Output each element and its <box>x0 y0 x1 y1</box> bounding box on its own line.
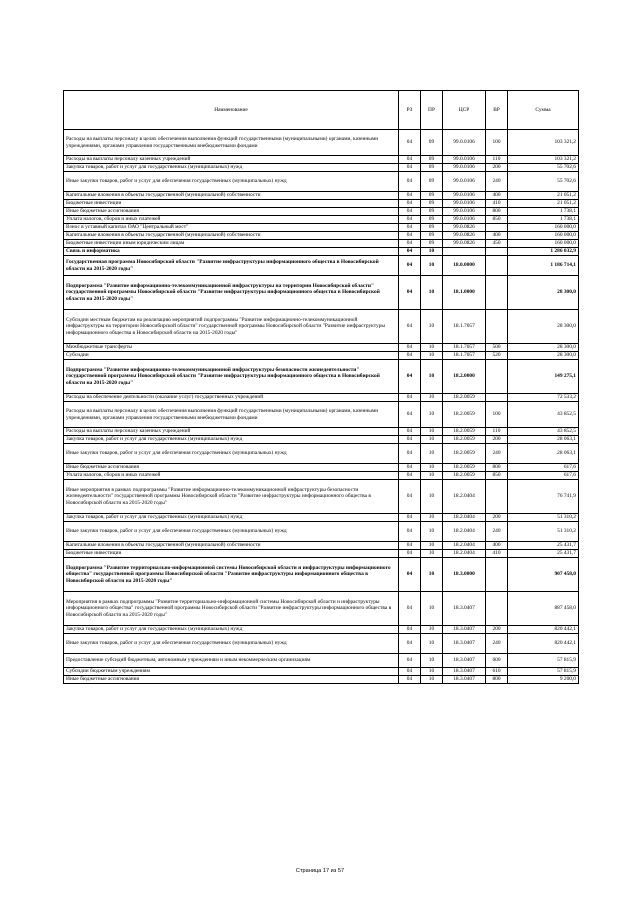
cell-rz: 04 <box>399 224 421 232</box>
cell-vr: 200 <box>486 436 508 444</box>
cell-pr: 10 <box>421 472 443 480</box>
cell-sum: 820 442,1 <box>508 634 579 654</box>
table-row <box>64 394 579 402</box>
cell-sum: 28 300,0 <box>508 310 579 344</box>
cell-pr: 10 <box>421 344 443 352</box>
cell-pr: 10 <box>421 480 443 514</box>
cell-vr: 400 <box>486 542 508 550</box>
cell-name: Иные закупки товаров, работ и услуг для обеспечения государственных (муниципальных) нужд <box>64 444 399 464</box>
cell-csr: 18.2.0404 <box>443 514 486 522</box>
cell-sum: 25 431,7 <box>508 542 579 550</box>
cell-rz: 04 <box>399 558 421 592</box>
cell-pr: 10 <box>421 394 443 402</box>
table-row <box>64 676 579 684</box>
cell-sum: 887 458,0 <box>508 592 579 626</box>
cell-name: Уплата налогов, сборов и иных платежей <box>64 472 399 480</box>
cell-vr <box>486 592 508 626</box>
cell-vr: 800 <box>486 208 508 216</box>
table-row <box>64 464 579 472</box>
cell-pr: 09 <box>421 156 443 164</box>
cell-name: Предоставление субсидий бюджетным, автономным учреждениям и иным некоммерческим организациям <box>64 654 399 668</box>
cell-sum: 907 458,0 <box>508 558 579 592</box>
cell-name: Субсидии бюджетным учреждениям <box>64 668 399 676</box>
cell-sum: 1 738,1 <box>508 216 579 224</box>
page-footer: Страница 17 из 57 <box>295 868 345 874</box>
cell-name: Иные закупки товаров, работ и услуг для обеспечения государственных (муниципальных) нужд <box>64 634 399 654</box>
cell-pr: 10 <box>421 256 443 276</box>
cell-pr: 10 <box>421 626 443 634</box>
cell-name: Иные бюджетные ассигнования <box>64 208 399 216</box>
cell-sum: 149 275,1 <box>508 360 579 394</box>
cell-rz: 04 <box>399 514 421 522</box>
cell-vr <box>486 276 508 310</box>
cell-sum: 55 702,6 <box>508 164 579 172</box>
cell-csr: 18.1.0000 <box>443 276 486 310</box>
cell-pr: 10 <box>421 522 443 542</box>
cell-name: Иные бюджетные ассигнования <box>64 464 399 472</box>
cell-sum: 57 815,9 <box>508 668 579 676</box>
cell-sum: 160 000,0 <box>508 232 579 240</box>
cell-pr: 09 <box>421 240 443 248</box>
cell-vr <box>486 256 508 276</box>
cell-name: Субсидии местным бюджетам на реализацию мероприятий подпрограммы "Развитие информационно-телекоммуникационной инфраструктуры на территории Новосибирской области" государственной программы Новосибирской области "Развитие инфраструктуры информационного общества в Новосибирской области на 2015-2020 годы" <box>64 310 399 344</box>
cell-vr <box>486 224 508 232</box>
cell-name: Иные мероприятия в рамках подпрограммы "Развитие информационно-телекоммуникационной инфраструктуры безопасности жизнедеятельности" государственной программы Новосибирской области "Развитие инфраструктуры информационного общества в Новосибирской области на 2015-2020 годы" <box>64 480 399 514</box>
cell-pr: 09 <box>421 216 443 224</box>
cell-csr: 18.1.7057 <box>443 344 486 352</box>
cell-csr: 99.0.0106 <box>443 156 486 164</box>
cell-rz: 04 <box>399 472 421 480</box>
cell-rz: 04 <box>399 192 421 200</box>
cell-pr: 10 <box>421 542 443 550</box>
cell-sum: 617,6 <box>508 472 579 480</box>
cell-csr: 18.3.0407 <box>443 626 486 634</box>
table-row <box>64 248 579 256</box>
cell-vr: 800 <box>486 464 508 472</box>
cell-name: Закупка товаров, работ и услуг для государственных (муниципальных) нужд <box>64 164 399 172</box>
table-row <box>64 172 579 192</box>
header-rz: РЗ <box>399 91 421 130</box>
cell-pr: 10 <box>421 592 443 626</box>
cell-vr <box>486 248 508 256</box>
cell-name: Подпрограмма "Развитие информационно-телекоммуникационной инфраструктуры безопасности жизнедеятельности" государственной программы Новосибирской области "Развитие инфраструктуры информационного общества в Новосибирской области на 2015-2020 годы" <box>64 360 399 394</box>
cell-csr: 18.1.7057 <box>443 352 486 360</box>
cell-name: Государственная программа Новосибирской области "Развитие инфраструктуры информационного общества в Новосибирской области на 2015-2020 годы" <box>64 256 399 276</box>
table-row <box>64 480 579 514</box>
cell-name: Иные бюджетные ассигнования <box>64 676 399 684</box>
table-row <box>64 514 579 522</box>
cell-pr: 09 <box>421 200 443 208</box>
cell-rz: 04 <box>399 310 421 344</box>
cell-rz: 04 <box>399 216 421 224</box>
cell-pr: 10 <box>421 276 443 310</box>
cell-rz: 04 <box>399 654 421 668</box>
table-row <box>64 592 579 626</box>
cell-vr: 240 <box>486 522 508 542</box>
cell-sum: 820 442,1 <box>508 626 579 634</box>
cell-vr: 400 <box>486 192 508 200</box>
cell-vr: 200 <box>486 164 508 172</box>
header-vr: ВР <box>486 91 508 130</box>
cell-pr: 10 <box>421 248 443 256</box>
cell-csr: 18.2.0404 <box>443 550 486 558</box>
cell-sum: 28 300,0 <box>508 344 579 352</box>
cell-csr: 18.2.0404 <box>443 480 486 514</box>
cell-name: Бюджетные инвестиции <box>64 200 399 208</box>
cell-sum: 21 051,2 <box>508 192 579 200</box>
cell-csr: 18.2.0059 <box>443 444 486 464</box>
header-pr: ПР <box>421 91 443 130</box>
table-row <box>64 522 579 542</box>
cell-vr: 100 <box>486 402 508 428</box>
table-row <box>64 156 579 164</box>
cell-sum: 28 300,0 <box>508 276 579 310</box>
cell-rz: 04 <box>399 480 421 514</box>
cell-rz: 04 <box>399 130 421 156</box>
table-row <box>64 200 579 208</box>
table-row <box>64 344 579 352</box>
cell-name: Мероприятия в рамках подпрограммы "Развитие территориально-информационной системы Новосибирской области и инфраструктуры информационного общества" государственной программы Новосибирской области "Развитие инфраструктуры информационного общества в Новосибирской области на 2015-2020 годы" <box>64 592 399 626</box>
table-row <box>64 224 579 232</box>
cell-rz: 04 <box>399 200 421 208</box>
cell-rz: 04 <box>399 256 421 276</box>
cell-pr: 10 <box>421 444 443 464</box>
cell-sum: 103 321,2 <box>508 130 579 156</box>
table-row <box>64 668 579 676</box>
cell-rz: 04 <box>399 444 421 464</box>
cell-rz: 04 <box>399 156 421 164</box>
table-row <box>64 558 579 592</box>
cell-sum: 72 533,2 <box>508 394 579 402</box>
table-row <box>64 240 579 248</box>
cell-pr: 09 <box>421 172 443 192</box>
cell-rz: 04 <box>399 676 421 684</box>
cell-sum: 9 200,0 <box>508 676 579 684</box>
cell-csr <box>443 248 486 256</box>
cell-pr: 09 <box>421 208 443 216</box>
cell-name: Бюджетные инвестиции <box>64 550 399 558</box>
cell-vr: 850 <box>486 472 508 480</box>
table-row <box>64 428 579 436</box>
cell-name: Расходы на обеспечение деятельности (оказание услуг) государственных учреждений <box>64 394 399 402</box>
cell-rz: 04 <box>399 626 421 634</box>
table-row <box>64 472 579 480</box>
cell-rz: 04 <box>399 232 421 240</box>
cell-vr: 520 <box>486 352 508 360</box>
cell-rz: 04 <box>399 344 421 352</box>
header-name: Наименование <box>64 91 399 130</box>
cell-vr <box>486 480 508 514</box>
cell-pr: 10 <box>421 634 443 654</box>
table-header-row <box>64 91 579 130</box>
cell-pr: 10 <box>421 428 443 436</box>
cell-csr: 18.3.0407 <box>443 634 486 654</box>
cell-rz: 04 <box>399 522 421 542</box>
cell-csr: 18.3.0407 <box>443 676 486 684</box>
cell-sum: 1 286 032,9 <box>508 248 579 256</box>
cell-pr: 10 <box>421 654 443 668</box>
cell-name: Закупка товаров, работ и услуг для государственных (муниципальных) нужд <box>64 514 399 522</box>
table-row <box>64 402 579 428</box>
cell-pr: 10 <box>421 676 443 684</box>
cell-name: Иные закупки товаров, работ и услуг для обеспечения государственных (муниципальных) нужд <box>64 522 399 542</box>
cell-csr: 99.0.0106 <box>443 130 486 156</box>
cell-name: Расходы на выплаты персоналу казенных учреждений <box>64 156 399 164</box>
table-row <box>64 360 579 394</box>
cell-vr <box>486 394 508 402</box>
cell-name: Капитальные вложения в объекты государственной (муниципальной) собственности <box>64 192 399 200</box>
cell-vr: 110 <box>486 156 508 164</box>
cell-rz: 04 <box>399 436 421 444</box>
cell-sum: 51 310,2 <box>508 522 579 542</box>
cell-csr: 99.0.0826 <box>443 240 486 248</box>
cell-pr: 10 <box>421 310 443 344</box>
cell-name: Закупка товаров, работ и услуг для государственных (муниципальных) нужд <box>64 626 399 634</box>
cell-rz: 04 <box>399 592 421 626</box>
cell-sum: 55 702,6 <box>508 172 579 192</box>
table-row <box>64 550 579 558</box>
cell-pr: 09 <box>421 164 443 172</box>
cell-pr: 10 <box>421 352 443 360</box>
cell-vr: 200 <box>486 514 508 522</box>
cell-sum: 43 852,5 <box>508 428 579 436</box>
cell-csr: 99.0.0826 <box>443 232 486 240</box>
cell-csr: 18.0.0000 <box>443 256 486 276</box>
cell-sum: 1 738,1 <box>508 208 579 216</box>
cell-name: Расходы на выплаты персоналу казенных учреждений <box>64 428 399 436</box>
cell-rz: 04 <box>399 634 421 654</box>
cell-pr: 09 <box>421 130 443 156</box>
header-sum: Сумма <box>508 91 579 130</box>
table-body <box>64 130 579 684</box>
cell-vr: 800 <box>486 676 508 684</box>
cell-csr: 18.1.7057 <box>443 310 486 344</box>
cell-sum: 160 000,0 <box>508 240 579 248</box>
cell-vr: 100 <box>486 130 508 156</box>
cell-vr <box>486 310 508 344</box>
cell-vr: 850 <box>486 216 508 224</box>
cell-sum: 21 051,2 <box>508 200 579 208</box>
table-row <box>64 256 579 276</box>
cell-sum: 103 321,2 <box>508 156 579 164</box>
cell-vr: 600 <box>486 654 508 668</box>
cell-name: Иные закупки товаров, работ и услуг для обеспечения государственных (муниципальных) нужд <box>64 172 399 192</box>
cell-name: Капитальные вложения в объекты государственной (муниципальной) собственности <box>64 542 399 550</box>
table-row <box>64 276 579 310</box>
cell-pr: 10 <box>421 436 443 444</box>
table-row <box>64 436 579 444</box>
cell-name: Взнос в уставный капитал ОАО "Центральный мост" <box>64 224 399 232</box>
cell-sum: 1 186 714,1 <box>508 256 579 276</box>
budget-table <box>63 90 579 684</box>
cell-csr: 18.2.0059 <box>443 394 486 402</box>
header-csr: ЦСР <box>443 91 486 130</box>
table-row <box>64 634 579 654</box>
cell-pr: 10 <box>421 668 443 676</box>
cell-rz: 04 <box>399 394 421 402</box>
cell-csr: 18.2.0059 <box>443 402 486 428</box>
cell-vr: 450 <box>486 240 508 248</box>
cell-rz: 04 <box>399 172 421 192</box>
cell-rz: 04 <box>399 542 421 550</box>
cell-csr: 18.3.0407 <box>443 668 486 676</box>
cell-csr: 18.2.0059 <box>443 464 486 472</box>
cell-name: Бюджетные инвестиции иным юридическим лицам <box>64 240 399 248</box>
cell-pr: 10 <box>421 464 443 472</box>
table-row <box>64 626 579 634</box>
cell-vr: 610 <box>486 668 508 676</box>
cell-rz: 04 <box>399 402 421 428</box>
cell-csr: 18.3.0407 <box>443 592 486 626</box>
cell-sum: 28 300,0 <box>508 352 579 360</box>
cell-rz: 04 <box>399 248 421 256</box>
cell-sum: 28 063,1 <box>508 444 579 464</box>
table-row <box>64 654 579 668</box>
cell-csr: 99.0.0106 <box>443 192 486 200</box>
cell-name: Субсидии <box>64 352 399 360</box>
table-row <box>64 352 579 360</box>
cell-vr: 400 <box>486 232 508 240</box>
cell-rz: 04 <box>399 464 421 472</box>
table-row <box>64 232 579 240</box>
table-row <box>64 310 579 344</box>
cell-name: Уплата налогов, сборов и иных платежей <box>64 216 399 224</box>
cell-sum: 160 000,0 <box>508 224 579 232</box>
cell-vr: 500 <box>486 344 508 352</box>
cell-sum: 617,6 <box>508 464 579 472</box>
table-row <box>64 192 579 200</box>
cell-csr: 18.2.0059 <box>443 436 486 444</box>
cell-name: Расходы на выплаты персоналу в целях обеспечения выполнения функций государственными (муниципальными) органами, казенными учреждениями, органами управления государственными внебюджетными фондами <box>64 130 399 156</box>
cell-rz: 04 <box>399 352 421 360</box>
cell-name: Закупка товаров, работ и услуг для государственных (муниципальных) нужд <box>64 436 399 444</box>
cell-pr: 10 <box>421 550 443 558</box>
cell-csr: 99.0.0106 <box>443 208 486 216</box>
cell-name: Капитальные вложения в объекты государственной (муниципальной) собственности <box>64 232 399 240</box>
cell-csr: 18.2.0404 <box>443 522 486 542</box>
table-row <box>64 444 579 464</box>
cell-csr: 18.2.0059 <box>443 428 486 436</box>
cell-rz: 04 <box>399 208 421 216</box>
cell-vr: 240 <box>486 172 508 192</box>
cell-name: Подпрограмма "Развитие информационно-телекоммуникационной инфраструктуры на территории Новосибирской области" государственной программы Новосибирской области "Развитие инфраструктуры информационного общества в Новосибирской области на 2015-2020 годы" <box>64 276 399 310</box>
cell-rz: 04 <box>399 240 421 248</box>
table-row <box>64 542 579 550</box>
cell-csr: 18.2.0059 <box>443 472 486 480</box>
cell-rz: 04 <box>399 668 421 676</box>
cell-name: Связь и информатика <box>64 248 399 256</box>
cell-vr <box>486 558 508 592</box>
cell-name: Межбюджетные трансферты <box>64 344 399 352</box>
cell-pr: 10 <box>421 514 443 522</box>
cell-name: Подпрограмма "Развитие территориально-информационной системы Новосибирской области и инфраструктуры информационного общества" государственной программы Новосибирской области "Развитие инфраструктуры информационного общества в Новосибирской области на 2015-2020 годы" <box>64 558 399 592</box>
cell-sum: 43 852,5 <box>508 402 579 428</box>
budget-table-container <box>63 90 578 684</box>
cell-csr: 18.3.0000 <box>443 558 486 592</box>
cell-rz: 04 <box>399 428 421 436</box>
cell-vr: 110 <box>486 428 508 436</box>
cell-rz: 04 <box>399 164 421 172</box>
cell-csr: 99.0.0106 <box>443 164 486 172</box>
cell-pr: 09 <box>421 224 443 232</box>
cell-csr: 99.0.0106 <box>443 200 486 208</box>
cell-pr: 10 <box>421 402 443 428</box>
table-row <box>64 130 579 156</box>
cell-csr: 99.0.0106 <box>443 172 486 192</box>
cell-vr <box>486 360 508 394</box>
cell-rz: 04 <box>399 360 421 394</box>
cell-csr: 99.0.0106 <box>443 216 486 224</box>
cell-vr: 410 <box>486 550 508 558</box>
cell-vr: 200 <box>486 626 508 634</box>
cell-sum: 51 310,2 <box>508 514 579 522</box>
cell-csr: 18.3.0407 <box>443 654 486 668</box>
cell-csr: 18.2.0000 <box>443 360 486 394</box>
cell-csr: 99.0.0826 <box>443 224 486 232</box>
cell-pr: 09 <box>421 192 443 200</box>
cell-csr: 18.2.0404 <box>443 542 486 550</box>
cell-vr: 410 <box>486 200 508 208</box>
cell-sum: 28 063,1 <box>508 436 579 444</box>
cell-rz: 04 <box>399 550 421 558</box>
cell-rz: 04 <box>399 276 421 310</box>
cell-sum: 57 815,9 <box>508 654 579 668</box>
cell-name: Расходы на выплаты персоналу в целях обеспечения выполнения функций государственными (муниципальными) органами, казенными учреждениями, органами управления государственными внебюджетными фондами <box>64 402 399 428</box>
table-row <box>64 164 579 172</box>
cell-vr: 240 <box>486 444 508 464</box>
table-row <box>64 208 579 216</box>
cell-pr: 09 <box>421 232 443 240</box>
cell-vr: 240 <box>486 634 508 654</box>
cell-sum: 25 431,7 <box>508 550 579 558</box>
cell-pr: 10 <box>421 360 443 394</box>
cell-pr: 10 <box>421 558 443 592</box>
table-row <box>64 216 579 224</box>
cell-sum: 76 741,9 <box>508 480 579 514</box>
